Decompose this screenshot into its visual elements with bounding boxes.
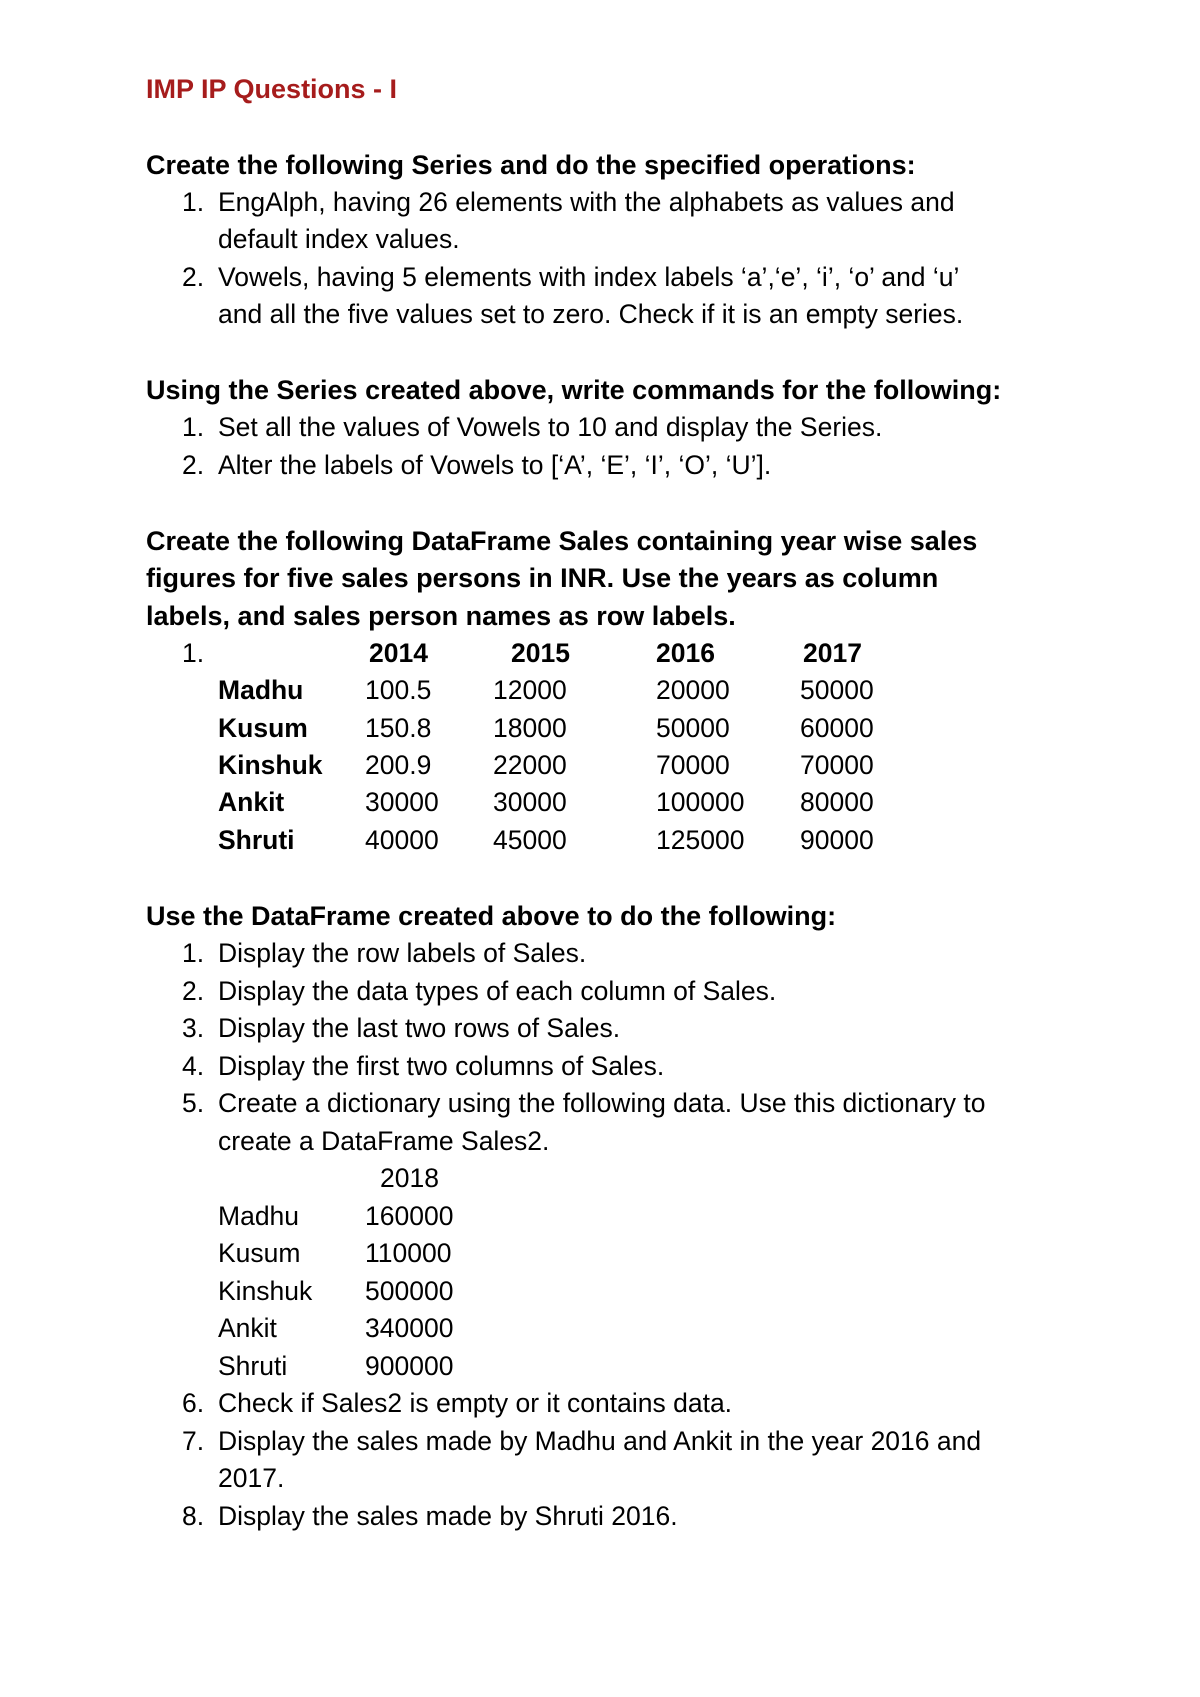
section2-heading: Using the Series created above, write commands for the following: — [146, 375, 1002, 405]
section4-heading: Use the DataFrame created above to do the following: — [146, 901, 837, 931]
section3-heading-line-2: figures for five sales persons in INR. Use the years as column — [146, 563, 939, 593]
sales2-cell: 160000 — [365, 1201, 454, 1231]
sales-col-header: 2017 — [803, 638, 862, 668]
section1-item-2-line-2: and all the five values set to zero. Check if it is an empty series. — [218, 299, 964, 329]
section3-heading-line-3: labels, and sales person names as row labels. — [146, 601, 736, 631]
sales-cell: 40000 — [365, 825, 439, 855]
section4-item-line: Check if Sales2 is empty or it contains data. — [218, 1388, 733, 1418]
document-title: IMP IP Questions - I — [146, 74, 398, 104]
section4-item-line: create a DataFrame Sales2. — [218, 1126, 550, 1156]
section1-item-1-line-2: default index values. — [218, 224, 460, 254]
section4-item-line: Display the last two rows of Sales. — [218, 1013, 621, 1043]
section4-item-number: 2. — [182, 976, 205, 1006]
sales-col-header: 2015 — [511, 638, 570, 668]
section2-item-1-number: 1. — [182, 412, 205, 442]
sales-cell: 60000 — [800, 713, 874, 743]
sales-row-label: Shruti — [218, 825, 295, 855]
section2-item-2-line-1: Alter the labels of Vowels to [‘A’, ‘E’, ‘I’, ‘O’, ‘U’]. — [218, 450, 772, 480]
sales-cell: 20000 — [656, 675, 730, 705]
sales2-cell: 500000 — [365, 1276, 454, 1306]
sales-cell: 80000 — [800, 787, 874, 817]
section1-item-2-number: 2. — [182, 262, 205, 292]
sales-cell: 100000 — [656, 787, 745, 817]
sales2-row-label: Kinshuk — [218, 1276, 313, 1306]
section4-item-line: 2017. — [218, 1463, 285, 1493]
section4-item-number: 1. — [182, 938, 205, 968]
sales2-cell: 900000 — [365, 1351, 454, 1381]
sales-col-header: 2016 — [656, 638, 715, 668]
section4-item-line: Display the first two columns of Sales. — [218, 1051, 665, 1081]
sales-col-header: 2014 — [369, 638, 428, 668]
section4-item-line: Display the sales made by Shruti 2016. — [218, 1501, 678, 1531]
sales-cell: 30000 — [365, 787, 439, 817]
sales-row-label: Kusum — [218, 713, 308, 743]
section2-item-2-number: 2. — [182, 450, 205, 480]
sales-cell: 50000 — [656, 713, 730, 743]
section4-item-line: Display the data types of each column of Sales. — [218, 976, 777, 1006]
sales-cell: 30000 — [493, 787, 567, 817]
section3-table-number: 1. — [182, 638, 205, 668]
section4-item-number: 3. — [182, 1013, 205, 1043]
section1-item-1-number: 1. — [182, 187, 205, 217]
section4-item-line: Display the sales made by Madhu and Ankit in the year 2016 and — [218, 1426, 982, 1456]
section4-item-number: 8. — [182, 1501, 205, 1531]
sales-row-label: Ankit — [218, 787, 285, 817]
sales-cell: 45000 — [493, 825, 567, 855]
section1-item-2-line-1: Vowels, having 5 elements with index labels ‘a’,‘e’, ‘i’, ‘o’ and ‘u’ — [218, 262, 960, 292]
sales2-row-label: Kusum — [218, 1238, 301, 1268]
sales-cell: 22000 — [493, 750, 567, 780]
sales-cell: 125000 — [656, 825, 745, 855]
sales-cell: 90000 — [800, 825, 874, 855]
section2-item-1-line-1: Set all the values of Vowels to 10 and display the Series. — [218, 412, 883, 442]
sales2-row-label: Shruti — [218, 1351, 288, 1381]
sales-row-label: Kinshuk — [218, 750, 323, 780]
sales2-row-label: Ankit — [218, 1313, 277, 1343]
sales-cell: 18000 — [493, 713, 567, 743]
section4-item-number: 7. — [182, 1426, 205, 1456]
sales-cell: 200.9 — [365, 750, 432, 780]
sales-cell: 100.5 — [365, 675, 432, 705]
sales-cell: 50000 — [800, 675, 874, 705]
section4-item-line: Display the row labels of Sales. — [218, 938, 587, 968]
section4-item-line: Create a dictionary using the following data. Use this dictionary to — [218, 1088, 986, 1118]
section3-heading-line-1: Create the following DataFrame Sales containing year wise sales — [146, 526, 978, 556]
section1-heading: Create the following Series and do the specified operations: — [146, 150, 916, 180]
sales2-row-label: Madhu — [218, 1201, 300, 1231]
sales-cell: 12000 — [493, 675, 567, 705]
sales-cell: 150.8 — [365, 713, 432, 743]
sales2-cell: 340000 — [365, 1313, 454, 1343]
section4-item-number: 6. — [182, 1388, 205, 1418]
sales2-cell: 110000 — [365, 1238, 452, 1268]
sales-cell: 70000 — [656, 750, 730, 780]
sales-row-label: Madhu — [218, 675, 304, 705]
section1-item-1-line-1: EngAlph, having 26 elements with the alphabets as values and — [218, 187, 955, 217]
sales-cell: 70000 — [800, 750, 874, 780]
sales2-col-header: 2018 — [380, 1163, 439, 1193]
section4-item-number: 5. — [182, 1088, 205, 1118]
section4-item-number: 4. — [182, 1051, 205, 1081]
